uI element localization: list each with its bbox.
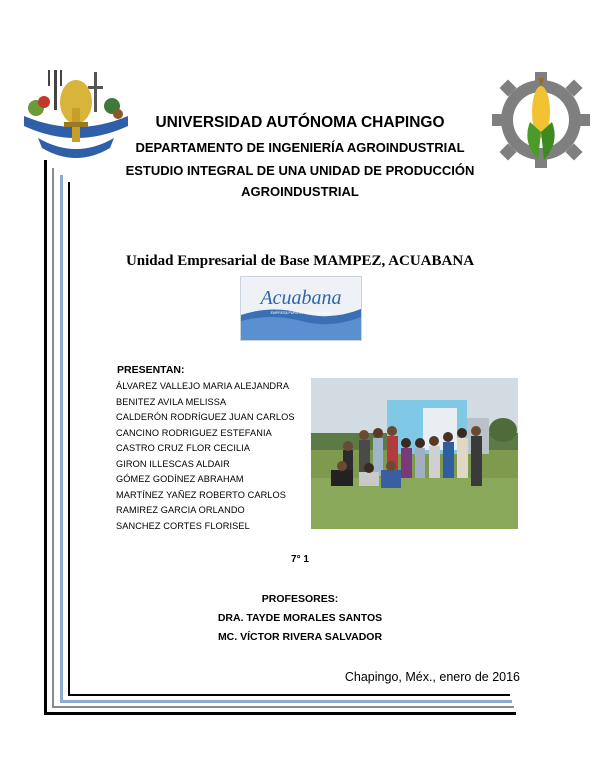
border-gray-horizontal: [52, 706, 514, 708]
study-title-line2: AGROINDUSTRIAL: [241, 184, 359, 199]
student-name: CASTRO CRUZ FLOR CECILIA: [116, 443, 251, 453]
student-name: CALDERÓN RODRÍGUEZ JUAN CARLOS: [116, 412, 295, 422]
student-name: GÓMEZ GODÍNEZ ABRAHAM: [116, 474, 244, 484]
professor-name: DRA. TAYDE MORALES SANTOS: [217, 612, 383, 624]
student-name: MARTÍNEZ YAÑEZ ROBERTO CARLOS: [116, 489, 287, 500]
acuabana-logo: [240, 276, 362, 341]
student-name: BENITEZ AVILA MELISSA: [116, 396, 227, 407]
acuabana-logo-tagline: EMPRESA PURIFICADORA DE AGUA: [270, 311, 332, 315]
profesores-label: PROFESORES:: [261, 593, 339, 605]
company-subtitle: Unidad Empresarial de Base MAMPEZ, ACUABANA: [125, 253, 475, 269]
group-label: 7° 1: [291, 554, 309, 565]
border-outer-black-horizontal: [44, 712, 516, 715]
student-name: RAMIREZ GARCIA ORLANDO: [116, 505, 245, 515]
student-name: CANCINO RODRIGUEZ ESTEFANIA: [116, 427, 272, 438]
acuabana-logo-text: Acuabana: [260, 287, 342, 309]
border-blue-horizontal: [60, 700, 512, 703]
group-photo: [311, 378, 518, 529]
border-gray-vertical: [52, 168, 54, 708]
presentan-label: PRESENTAN:: [117, 364, 185, 376]
study-title-line1: ESTUDIO INTEGRAL DE UNA UNIDAD DE PRODUCCIÓN: [125, 163, 475, 178]
university-title: UNIVERSIDAD AUTÓNOMA CHAPINGO: [155, 114, 445, 131]
student-name: SANCHEZ CORTES FLORISEL: [116, 520, 250, 531]
professor-name: MC. VÍCTOR RIVERA SALVADOR: [217, 631, 383, 643]
student-name: ÁLVAREZ VALLEJO MARIA ALEJANDRA: [116, 381, 290, 391]
department-title: DEPARTAMENTO DE INGENIERÍA AGROINDUSTRIAL: [135, 140, 465, 155]
border-inner-black-horizontal: [68, 694, 510, 696]
student-name: GIRON ILLESCAS ALDAIR: [116, 458, 230, 469]
place-date: Chapingo, Méx., enero de 2016: [344, 670, 520, 684]
